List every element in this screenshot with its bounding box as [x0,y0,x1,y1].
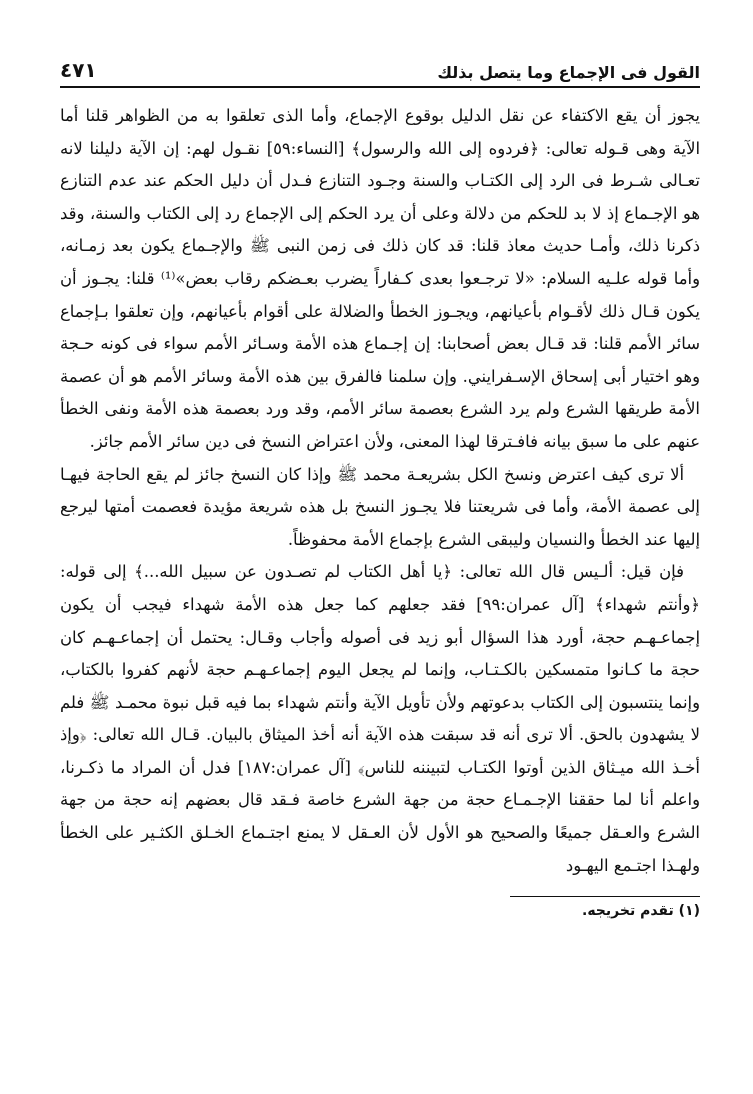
paragraph: ألا ترى كيف اعترض ونسخ الكل بشريعـة محمد ﷺ وإذا كان النسخ جائز لم يقع الحاجة فيهـا إلى عصمة الأمة، وأما فى شريعتنا فلا يجـوز النسخ بل هذه شريعة مؤيدة فعصمت أمتها ليرجع إليها عند الخطأ والنسيان وليبقى الشرع بإجماع الأمة محفوظاً. [60,464,700,549]
paragraph: فإن قيل: ألـيس قال الله تعالى: ﴿يا أهل الكتاب لم تصـدون عن سبيل الله...﴾ إلى قوله: ﴿وأنتم شهداء﴾ [آل عمران:٩٩] فقد جعلهم كما جعل هذه الأمة شهداء فيجب أن يكون إجماعـهـم حجة، أورد هذا السؤال أبو زيد فى أصوله وأجاب وقـال: يحتمل أن إجماعـهـم كان حجة ما كـانوا متمسكين بالكـتـاب، وإنما لم يجعل اليوم إجماعـهـم حجة لأنهم كفروا بالكتاب، وإنما ينتسبون إلى الكتاب بدعوتهم ولأن تأويل الآية وأنتم شهداء بما فيه قبل نبوة محمـد ﷺ فلم لا يشهدون بالحق. ألا ترى أنه قد سبقت هذه الآية أنه أخذ الميثاق بالبيان. قـال الله تعالى: ﴿وإذ أخـذ الله ميـثاق الذين أوتوا الكتـاب لتبيننه للناس﴾ [آل عمران:١٨٧] فدل أن المراد ما ذكـرنا، واعلم أنا لما حققنا الإجـمـاع حجة من جهة الشرع خاصة فـقد قال بعضهم إنه حجة من جهة الشرع والعـقل جميعًا والصحيح هو الأول لأن العـقل لا يمنع اجتـماع الخـلق الكثـير على الخطأ ولهـذا اجتـمع اليهـود [60,562,700,875]
paragraph: يجوز أن يقع الاكتفاء عن نقل الدليل بوقوع الإجماع، وأما الذى تعلقوا به من الظواهر قلنا أما الآية وهى قـوله تعالى: ﴿فردوه إلى الله والرسول﴾ [النساء:٥٩] نقـول لهم: إن الآية دليلنا لانه تعـالى شـرط فى الرد إلى الكتـاب والسنة وجـود التنازع فـدل أن دليل الحكم عند عدم التنازع هو الإجـماع إذ لا بد للحكم من دلالة وعلى أن يرد الحكم إلى الإجماع رد إلى الكتاب والسنة، وقد ذكرنا ذلك، وأمـا حديث معاذ قلنا: قد كان ذلك فى زمن النبى ﷺ والإجـماع يكون بعد زمـانه، وأما قوله علـيه السلام: «لا ترجـعوا بعدى كـفاراً يضرب بعـضكم رقاب بعض»⁽¹⁾ قلنا: يجـوز أن يكون قـال ذلك لأقـوام بأعيانهم، ويجـوز الخطأ والضلالة على أقوام بأعيانهم، وإن تعلقوا بـإجماع سائر الأمم قلنا: قد قـال بعض أصحابنا: إن إجـماع هذه الأمة وسـائر الأمم سواء فى كونه حـجة وهو اختيار أبى إسحاق الإسـفرايني. وإن سلمنا فالفرق بين هذه الأمة وسائر الأمم هو أن عصمة الأمة طريقها الشرع ولم يرد الشرع بعصمة سائر الأمم، وقد ورد بعصمة هذه الأمة ونفى الخطأ عنهم على ما سبق بيانه فافـترقا لهذا المعنى، ولأن اعتراض النسخ فى دين سائر الأمم جائز. [60,106,701,451]
running-header [60,48,700,88]
page-number: ٤٧١ [60,58,97,82]
footnote: (١) تقدم تخريجه. [582,903,700,920]
footnote-divider [510,896,700,897]
document-page [60,48,700,919]
running-title: القول فى الإجماع وما يتصل بذلك [437,63,700,82]
main-text [60,100,700,882]
